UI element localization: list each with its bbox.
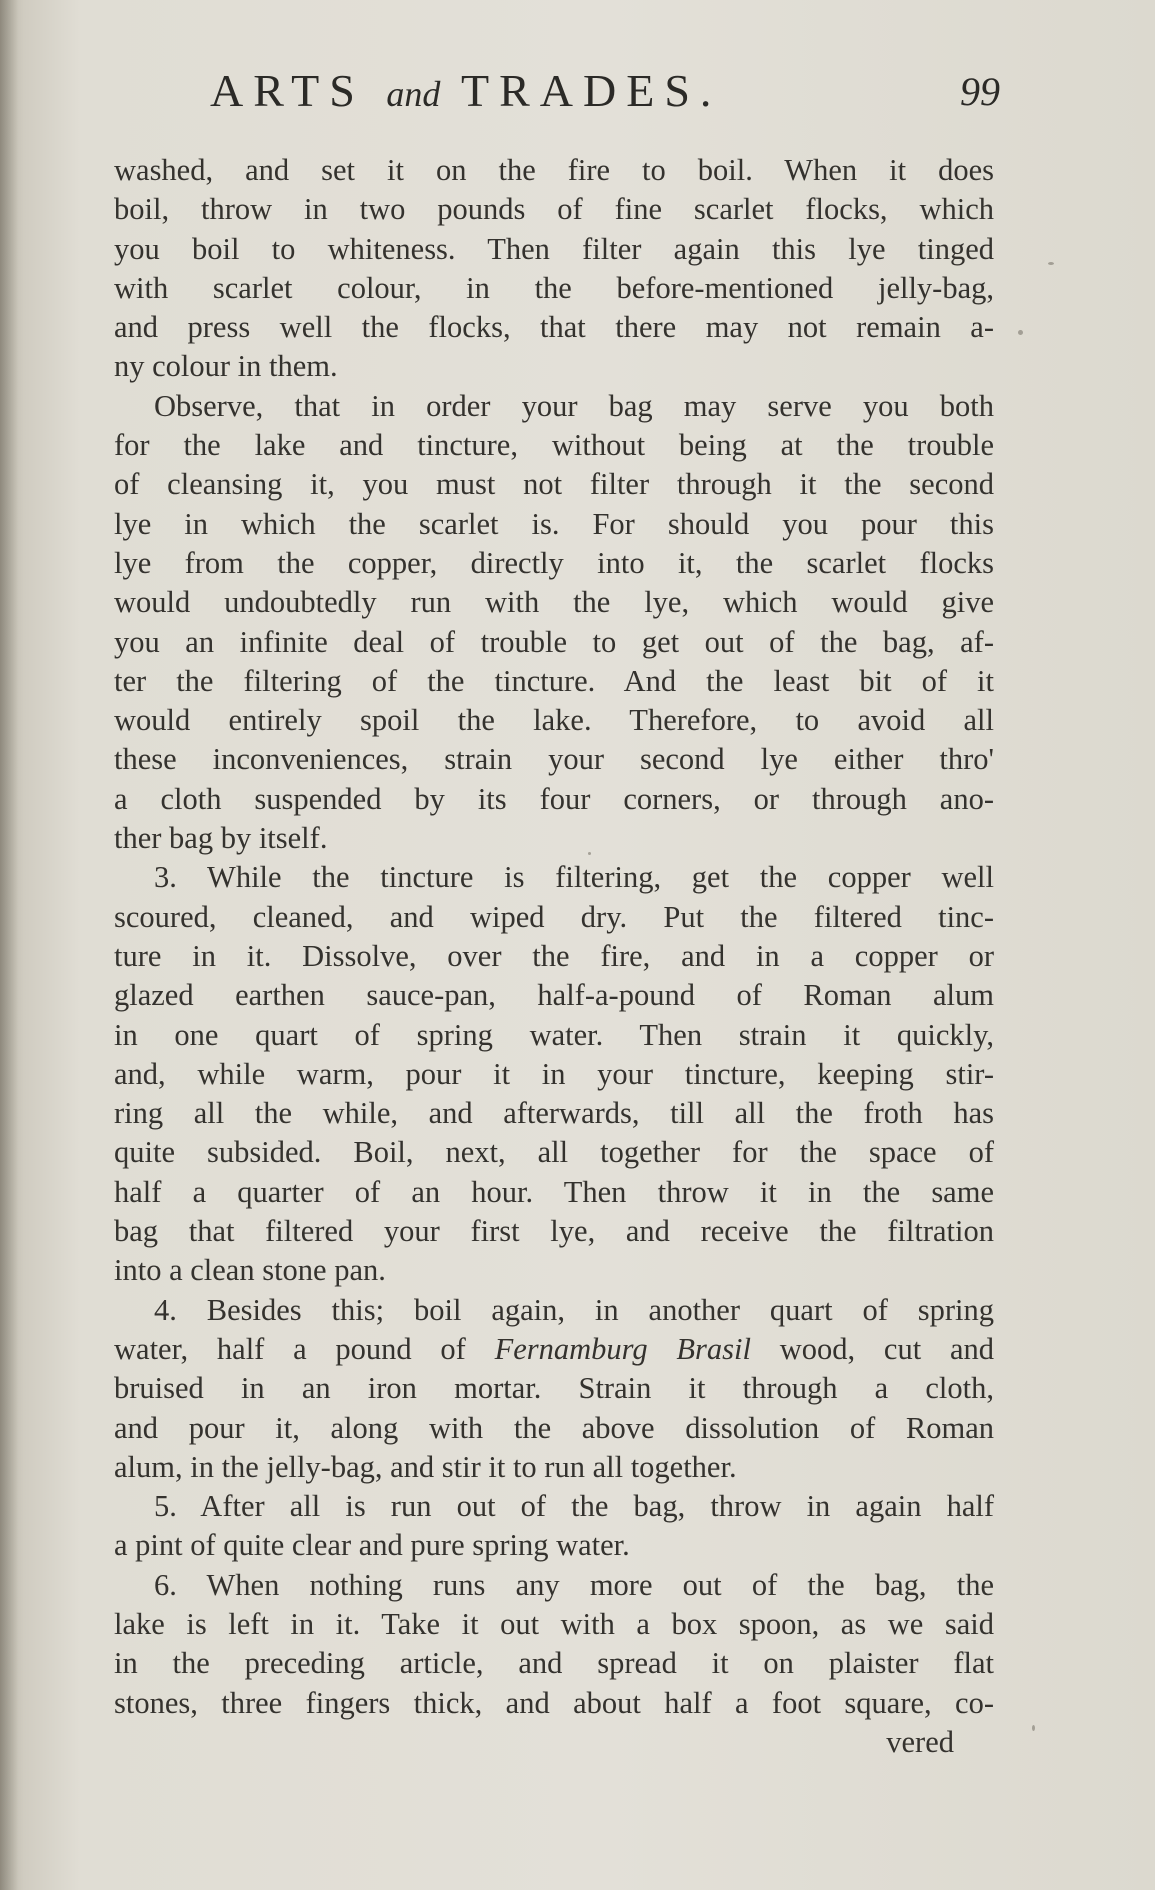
text-line: a pint of quite clear and pure spring water.: [114, 1528, 630, 1563]
text-line: lake is left in it. Take it out with a box spoon, as we said: [114, 1606, 994, 1641]
text-line: ring all the while, and afterwards, till all the froth has: [114, 1096, 994, 1131]
text-line: washed, and set it on the fire to boil. When it does: [114, 153, 994, 187]
text-line: quite subsided. Boil, next, all together for the space of: [114, 1135, 994, 1170]
text-line: 5. After all is run out of the bag, throw in again half: [154, 1489, 994, 1524]
text-line: ter the filtering of the tincture. And the least bit of it: [114, 663, 994, 698]
paper-speck: [1018, 330, 1023, 335]
text-line: ny colour in them.: [114, 349, 338, 384]
text-line: boil, throw in two pounds of fine scarlet flocks, which: [114, 192, 994, 227]
body-text: [114, 151, 994, 1762]
italic-term: Fernamburg Brasil: [494, 1331, 751, 1366]
text-line: half a quarter of an hour. Then throw it in the same: [114, 1174, 994, 1209]
running-head-joiner: and: [386, 74, 441, 114]
text-line: ther bag by itself.: [114, 821, 328, 856]
paper-speck: [1032, 1725, 1035, 1731]
binding-gutter: [0, 0, 18, 1890]
paper-speck: [588, 852, 591, 855]
text-line: into a clean stone pan.: [114, 1253, 386, 1288]
text-line: ture in it. Dissolve, over the fire, and in a copper or: [114, 938, 994, 973]
text-line: these inconveniences, strain your second lye either thro': [114, 742, 994, 777]
text-line: in the preceding article, and spread it on plaister flat: [114, 1646, 994, 1681]
text-line: glazed earthen sauce-pan, half-a-pound of Roman alum: [114, 978, 994, 1013]
text-line: 4. Besides this; boil again, in another quart of spring: [154, 1292, 994, 1327]
text-line: a cloth suspended by its four corners, or through ano-: [114, 781, 994, 816]
running-head: [210, 64, 721, 117]
text-line: Observe, that in order your bag may serve you both: [154, 388, 994, 423]
paper-speck: [1048, 262, 1054, 265]
text-line: stones, three fingers thick, and about half a foot square, co-: [114, 1685, 994, 1720]
text-line: bruised in an iron mortar. Strain it through a cloth,: [114, 1371, 994, 1406]
text-line: bag that filtered your first lye, and receive the filtration: [114, 1214, 994, 1249]
text-line: and press well the flocks, that there may not remain a-: [114, 310, 994, 345]
page-header: [110, 58, 1000, 128]
running-head-left: ARTS: [210, 65, 365, 116]
page-number: 99: [960, 69, 1000, 114]
running-head-right: TRADES.: [461, 65, 722, 116]
text-line: scoured, cleaned, and wiped dry. Put the filtered tinc-: [114, 899, 994, 934]
text-fragment: wood, cut and: [750, 1331, 994, 1366]
text-line: [114, 1330, 994, 1369]
text-line: in one quart of spring water. Then strain it quickly,: [114, 1017, 994, 1052]
text-line: would entirely spoil the lake. Therefore, to avoid all: [114, 703, 994, 738]
text-line: alum, in the jelly-bag, and stir it to run all together.: [114, 1449, 737, 1484]
catchword: vered: [886, 1724, 954, 1759]
text-line: lye in which the scarlet is. For should you pour this: [114, 506, 994, 541]
text-line: you boil to whiteness. Then filter again this lye tinged: [114, 231, 994, 266]
text-line: and, while warm, pour it in your tincture, keeping stir-: [114, 1056, 994, 1091]
text-line: with scarlet colour, in the before-mentioned jelly-bag,: [114, 270, 994, 305]
text-line: 6. When nothing runs any more out of the bag, the: [154, 1567, 994, 1602]
text-line: would undoubtedly run with the lye, which would give: [114, 585, 994, 620]
text-line: of cleansing it, you must not filter through it the second: [114, 467, 994, 502]
text-fragment: water, half a pound of: [114, 1331, 495, 1366]
text-line: for the lake and tincture, without being at the trouble: [114, 428, 994, 463]
text-line: and pour it, along with the above dissolution of Roman: [114, 1410, 994, 1445]
text-line: you an infinite deal of trouble to get out of the bag, af-: [114, 624, 994, 659]
text-line: 3. While the tincture is filtering, get the copper well: [154, 860, 994, 895]
text-line: lye from the copper, directly into it, the scarlet flocks: [114, 545, 994, 580]
